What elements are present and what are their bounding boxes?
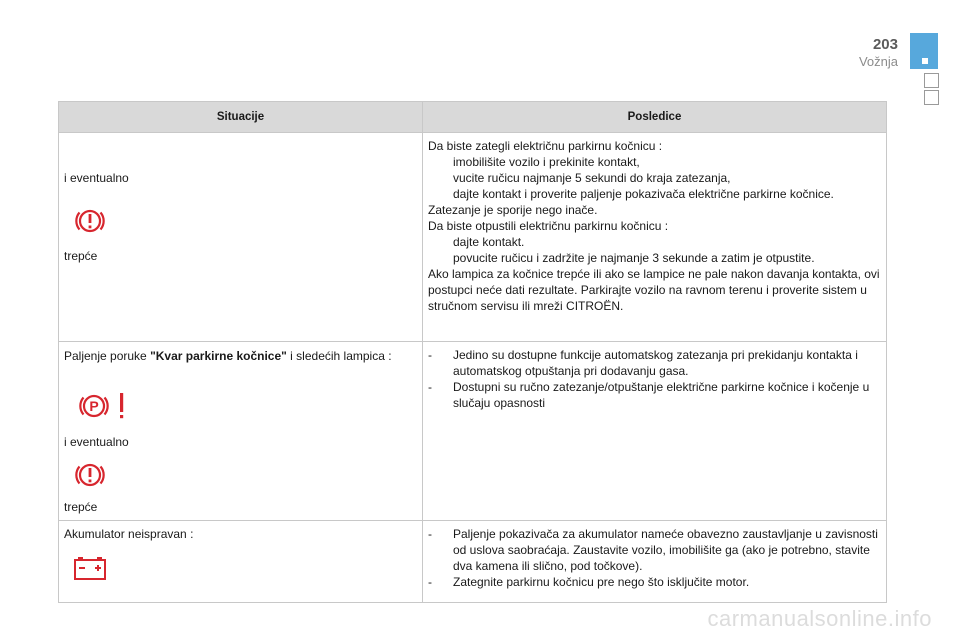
situation-text: i eventualno: [64, 171, 129, 185]
list-item: - Zategnite parkirnu kočnicu pre nego što isključite motor.: [428, 575, 750, 589]
table-header-row: [59, 102, 887, 133]
bullet-icon: [428, 250, 453, 266]
svg-text:P: P: [89, 398, 99, 414]
chapter-tab[interactable]: [924, 73, 939, 88]
instruction-text: Da biste otpustili električnu parkirnu kočnicu :: [428, 219, 669, 233]
situation-cell: [59, 133, 423, 342]
list-item: dajte kontakt.: [428, 234, 880, 250]
bullet-icon: [428, 170, 453, 186]
parking-brake-fault-icon: [77, 390, 133, 422]
bullet-icon: [428, 234, 453, 250]
column-header-consequences: Posledice: [423, 102, 887, 133]
situation-text: Paljenje poruke "Kvar parkirne kočnice" i sledećih lampica :: [64, 349, 392, 363]
table-row: [59, 521, 887, 603]
column-header-situations: Situacije: [59, 102, 423, 133]
list-item: imobilišite vozilo i prekinite kontakt,: [428, 154, 880, 170]
list-item: - Jedino su dostupne funkcije automatskog zatezanja pri prekidanju kontakta i automatskog otpuštanja pri dodavanju gasa.: [428, 348, 858, 378]
consequence-cell: [423, 342, 887, 521]
page-number: 203: [872, 36, 898, 53]
battery-icon: [73, 555, 107, 581]
list-item: - Paljenje pokazivača za akumulator nameće obavezno zaustavljanje u zavisnosti od uslova saobraćaja. Zaustavite vozilo, imobilišite ga (ako je potrebno, stavite dva kamena ili slično, pod točkove).: [428, 527, 878, 573]
table-row: [59, 342, 887, 521]
brake-warning-icon: [73, 205, 107, 237]
watermark: carmanualsonline.info: [707, 606, 932, 631]
table-row: [59, 133, 887, 342]
chapter-tab-marker: [922, 58, 928, 64]
bullet-icon: [428, 154, 453, 170]
consequence-cell: [423, 133, 887, 342]
list-item: povucite ručicu i zadržite je najmanje 3 sekunde a zatim je otpustite.: [428, 250, 880, 266]
section-title: Vožnja: [858, 54, 898, 69]
bullet-icon: [428, 186, 453, 202]
situation-text: i eventualno: [64, 435, 129, 449]
situation-cell: [59, 521, 423, 603]
situation-text: trepće: [64, 249, 98, 263]
fault-message: "Kvar parkirne kočnice": [150, 349, 287, 363]
list-item: vucite ručicu najmanje 5 sekundi do kraja zatezanja,: [428, 170, 880, 186]
list-item: - Dostupni su ručno zatezanje/otpuštanje električne parkirne kočnice i kočenje u slučaju opasnosti: [428, 380, 870, 410]
chapter-tab-active[interactable]: [910, 33, 938, 69]
instruction-text: Da biste zategli električnu parkirnu kočnicu :: [428, 139, 663, 153]
consequence-cell: [423, 521, 887, 603]
note-text: Zatezanje je sporije nego inače.: [428, 203, 598, 217]
situation-text: Akumulator neispravan :: [64, 527, 194, 541]
warning-text: Ako lampica za kočnice trepće ili ako se lampice ne pale nakon davanja kontakta, ovi postupci neće dati rezultate. Parkirajte vozilo na ravnom terenu i proverite sistem u stručnom servisu ili mreži CITROËN.: [428, 267, 880, 313]
chapter-tab[interactable]: [924, 90, 939, 105]
situation-text: trepće: [64, 500, 98, 514]
situations-table: [58, 101, 887, 603]
list-item: dajte kontakt i proverite paljenje pokazivača električne parkirne kočnice.: [428, 186, 880, 202]
brake-warning-icon: [73, 459, 107, 491]
situation-cell: [59, 342, 423, 521]
